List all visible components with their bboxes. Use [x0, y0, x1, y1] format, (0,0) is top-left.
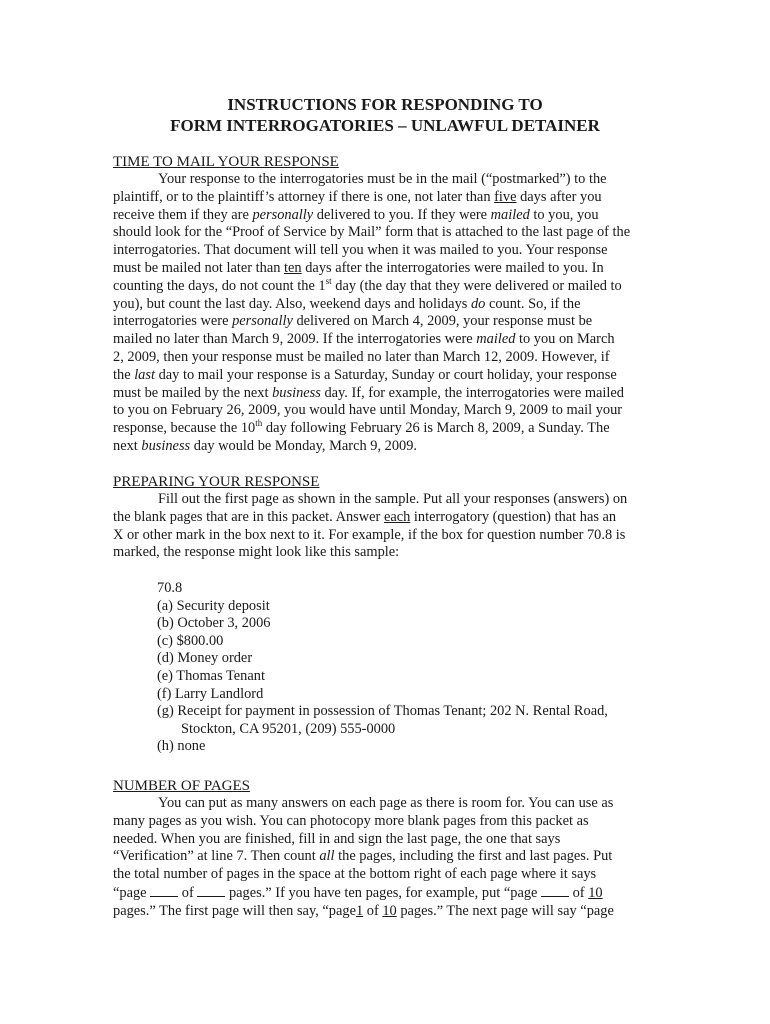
paragraph-line: Fill out the first page as shown in the sample. Put all your responses (answers) on	[158, 491, 628, 507]
paragraph-line: needed. When you are finished, fill in and sign the last page, the one that says	[113, 830, 561, 847]
section-preparing	[113, 474, 658, 562]
paragraph-line: Your response to the interrogatories must be in the mail (“postmarked”) to the	[158, 171, 607, 187]
sample-response	[157, 580, 657, 756]
sample-item-continued: Stockton, CA 95201, (209) 555-0000	[181, 720, 396, 737]
section-number-of-pages	[113, 778, 658, 921]
blank-line	[197, 884, 225, 897]
paragraph-line: interrogatories were personally delivered on March 4, 2009, your response must be	[113, 313, 593, 330]
blank-line	[150, 884, 178, 897]
paragraph-line: pages.” The first page will then say, “page1 of 10 pages.” The next page will say “page	[113, 902, 614, 919]
blank-line	[541, 884, 569, 897]
sample-item: (e) Thomas Tenant	[157, 667, 265, 684]
paragraph-line: plaintiff, or to the plaintiff’s attorney if there is one, not later than five days after you	[113, 188, 602, 205]
paragraph-line: X or other mark in the box next to it. For example, if the box for question number 70.8 is	[113, 526, 626, 543]
paragraph-line: “Verification” at line 7. Then count all the pages, including the first and last pages. Put	[113, 848, 613, 865]
paragraph-line: many pages as you wish. You can photocopy more blank pages from this packet as	[113, 812, 589, 829]
sample-item: (b) October 3, 2006	[157, 615, 271, 632]
paragraph-line: mailed no later than March 9, 2009. If the interrogatories were mailed to you on March	[113, 331, 615, 348]
paragraph-line: to you on February 26, 2009, you would have until Monday, March 9, 2009 to mail your	[113, 402, 623, 419]
paragraph-line: must be mailed by the next business day. If, for example, the interrogatories were mailed	[113, 384, 624, 401]
title-line-1: INSTRUCTIONS FOR RESPONDING TO	[227, 95, 543, 114]
sample-item: (d) Money order	[157, 650, 253, 667]
paragraph-line: marked, the response might look like this sample:	[113, 544, 400, 561]
sample-number: 70.8	[157, 580, 183, 596]
paragraph-line: the total number of pages in the space at the bottom right of each page where it says	[113, 866, 597, 883]
paragraph-line: You can put as many answers on each page as there is room for. You can use as	[158, 795, 614, 811]
paragraph-line: interrogatories. That document will tell you when it was mailed to you. Your response	[113, 242, 608, 259]
paragraph-line: response, because the 10th day following February 26 is March 8, 2009, a Sunday. The	[113, 418, 610, 437]
paragraph-line: next business day would be Monday, March 9, 2009.	[113, 437, 418, 454]
sample-item: (a) Security deposit	[157, 597, 270, 614]
sample-item: (f) Larry Landlord	[157, 685, 264, 702]
paragraph-line: must be mailed not later than ten days after the interrogatories were mailed to you. In	[113, 259, 604, 276]
paragraph-line: counting the days, do not count the 1st day (the day that they were delivered or mailed to	[113, 275, 622, 294]
section-time-to-mail	[113, 154, 658, 456]
sample-item: (c) $800.00	[157, 632, 224, 649]
title-line-2: FORM INTERROGATORIES – UNLAWFUL DETAINER	[170, 116, 600, 135]
paragraph-line: “page of pages.” If you have ten pages, for example, put “page of 10	[113, 884, 603, 901]
paragraph-line: you), but count the last day. Also, weekend days and holidays do count. So, if the	[113, 295, 581, 312]
section-heading: TIME TO MAIL YOUR RESPONSE	[113, 154, 339, 170]
paragraph-line: the last day to mail your response is a Saturday, Sunday or court holiday, your response	[113, 366, 617, 383]
section-heading: NUMBER OF PAGES	[113, 778, 250, 794]
paragraph-line: the blank pages that are in this packet. Answer each interrogatory (question) that has an	[113, 508, 617, 525]
paragraph-line: receive them if they are personally delivered to you. If they were mailed to you, you	[113, 206, 599, 223]
paragraph-line: 2, 2009, then your response must be mailed no later than March 12, 2009. However, if	[113, 348, 610, 365]
section-heading: PREPARING YOUR RESPONSE	[113, 474, 320, 490]
sample-item: (h) none	[157, 738, 206, 755]
paragraph-line: should look for the “Proof of Service by Mail” form that is attached to the last page of the	[113, 224, 631, 241]
sample-item: (g) Receipt for payment in possession of Thomas Tenant; 202 N. Rental Road,	[157, 703, 608, 720]
document-title	[0, 94, 770, 136]
